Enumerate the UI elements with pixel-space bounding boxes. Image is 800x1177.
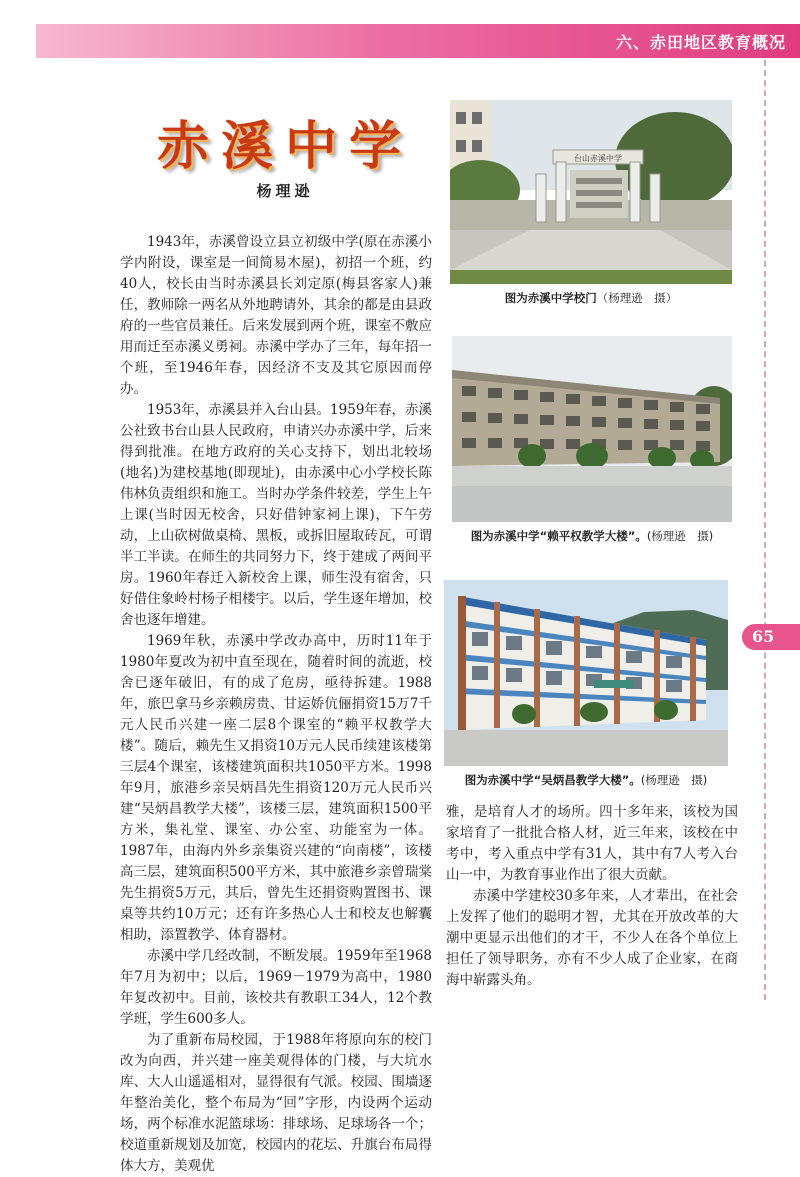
margin-dashed-line [764, 60, 766, 1000]
lai-pingquan-building-photo [452, 336, 732, 522]
page-number-tab [742, 624, 800, 650]
section-title: 六、赤田地区教育概况 [615, 33, 786, 52]
paragraph: 赤溪中学建校30多年来，人才辈出，在社会上发挥了他们的聪明才智，尤其在开放改革的大潮中更显示出他们的才干，不少人在各个单位上担任了领导职务，亦有不少人成了企业家，在商海中崭露头角。 [446, 888, 738, 988]
wu-bingchang-building-photo [444, 580, 728, 766]
photo-caption: 图为赤溪中学“吴炳昌教学大楼”。(杨理逊 摄) [464, 773, 708, 787]
paragraph: 1953年，赤溪县并入台山县。1959年春，赤溪公社致书台山县人民政府，申请兴办赤溪中学，后来得到批准。在地方政府的关心支持下，划出北较场(地名)为建校基地(即现址)，由赤溪中心小学校长陈伟林负责组织和施工。当时办学条件较差，学生上午上课(当时因无校舍，只好借钟家祠上课)，下午劳动，上山砍树做桌椅、黑板，或拆旧屋取砖瓦，可谓半工半读。在师生的共同努力下，终于建成了两间平房。1960年春迁入新校舍上课，师生没有宿舍，只好借住象岭村杨子相楼宇。以后，学生逐年增加，校舍也逐年增建。 [120, 402, 432, 628]
paragraph: 1943年，赤溪曾设立县立初级中学(原在赤溪小学内附设，课室是一间简易木屋)，初招一个班，约40人，校长由当时赤溪县长刘定原(梅县客家人)兼任，教师除一两名从外地聘请外，其余的都是由县政府的一些官员兼任。后来发展到两个班，课室不敷应用而迁至赤溪义勇祠。赤溪中学办了三年，每年招一个班，至1946年春，因经济不支及其它原因而停办。 [120, 234, 432, 397]
paragraph: 1969年秋，赤溪中学改办高中，历时11年于1980年夏改为初中直至现在，随着时间的流逝，校舍已逐年破旧，有的成了危房，亟待拆建。1988年，旅巴拿马乡亲赖房贵、甘运娇伉俪捐资15万7千元人民币兴建一座二层8个课室的“赖平权教学大楼”。随后，赖先生又捐资10万元人民币续建该楼第三层4个课室，该楼建筑面积共1050平方米。1998年9月，旅港乡亲吴炳昌先生捐资120万元人民币兴建“吴炳昌教学大楼”，该楼三层，建筑面积1500平方米，集礼堂、课室、办公室、功能室为一体。1987年，由海内外乡亲集资兴建的“向南楼”，该楼高三层，建筑面积500平方米，其中旅港乡亲曾瑞棠先生捐资5万元，其后，曾先生还捐资购置图书、课桌等共约10万元；还有许多热心人士和校友也解囊相助，添置教学、体育器材。 [120, 633, 432, 943]
photo-caption: 图为赤溪中学“赖平权教学大楼”。(杨理逊 摄) [470, 529, 714, 543]
gate-sign: 台山赤溪中学 [574, 154, 622, 163]
paragraph: 为了重新布局校园，于1988年将原向东的校门改为向西，并兴建一座美观得体的门楼，与大坑水库、大人山遥遥相对，显得很有气派。校园、围墙逐年整治美化，整个布局为“回”字形，内设两个运动场，两个标准水泥篮球场：排球场、足球场各一个；校道重新规划及加宽，校园内的花坛、升旗台布局得体大方，美观优 [120, 1032, 432, 1174]
article-title: 赤溪中学 [156, 117, 413, 177]
section-header-bar [36, 24, 800, 58]
article-body-right-column [446, 802, 738, 991]
article-body-left-column [120, 232, 432, 1177]
article-author: 杨理逊 [256, 182, 314, 200]
paragraph: 赤溪中学几经改制，不断发展。1959年至1968年7月为初中；以后，1969－1979为高中，1980年复改初中。目前，该校共有教职工34人，12个教学班，学生600多人。 [120, 948, 432, 1027]
page-number: 65 [752, 627, 775, 646]
paragraph: 雅，是培育人才的场所。四十多年来，该校为国家培育了一批批合格人材，近三年来，该校在中考中，考入重点中学有31人，其中有7人考入台山一中，为教育事业作出了很大贡献。 [446, 804, 738, 883]
photo-caption: 图为赤溪中学校门（杨理逊 摄） [504, 291, 678, 305]
school-gate-photo [450, 100, 732, 284]
